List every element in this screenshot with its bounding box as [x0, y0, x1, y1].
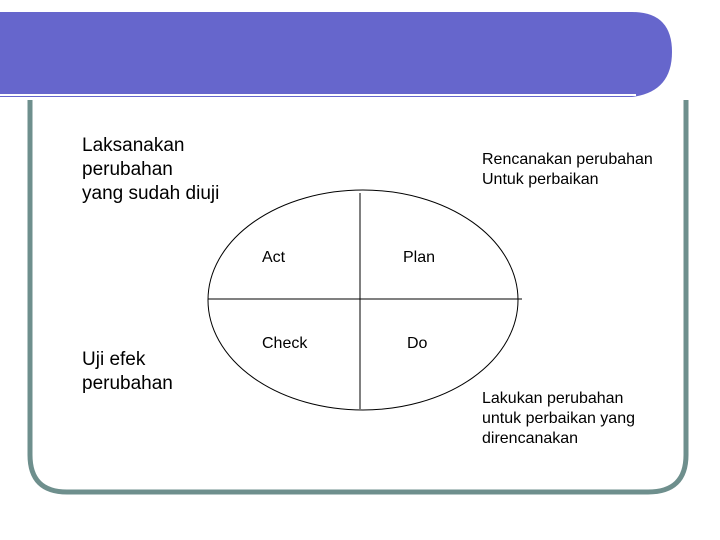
label-lakukan: Lakukan perubahan untuk perbaikan yang direncanakan [482, 390, 635, 447]
label-laksanakan: Laksanakan perubahan yang sudah diuji [82, 135, 220, 204]
quadrant-plan: Plan [403, 249, 436, 266]
quadrant-do: Do [407, 335, 428, 352]
pdca-ellipse [208, 190, 518, 410]
label-uji: Uji efek perubahan [82, 349, 173, 394]
header-bar [0, 12, 672, 97]
quadrant-check: Check [262, 335, 308, 352]
label-rencanakan: Rencanakan perubahan Untuk perbaikan [482, 151, 653, 188]
quadrant-act: Act [262, 249, 286, 266]
